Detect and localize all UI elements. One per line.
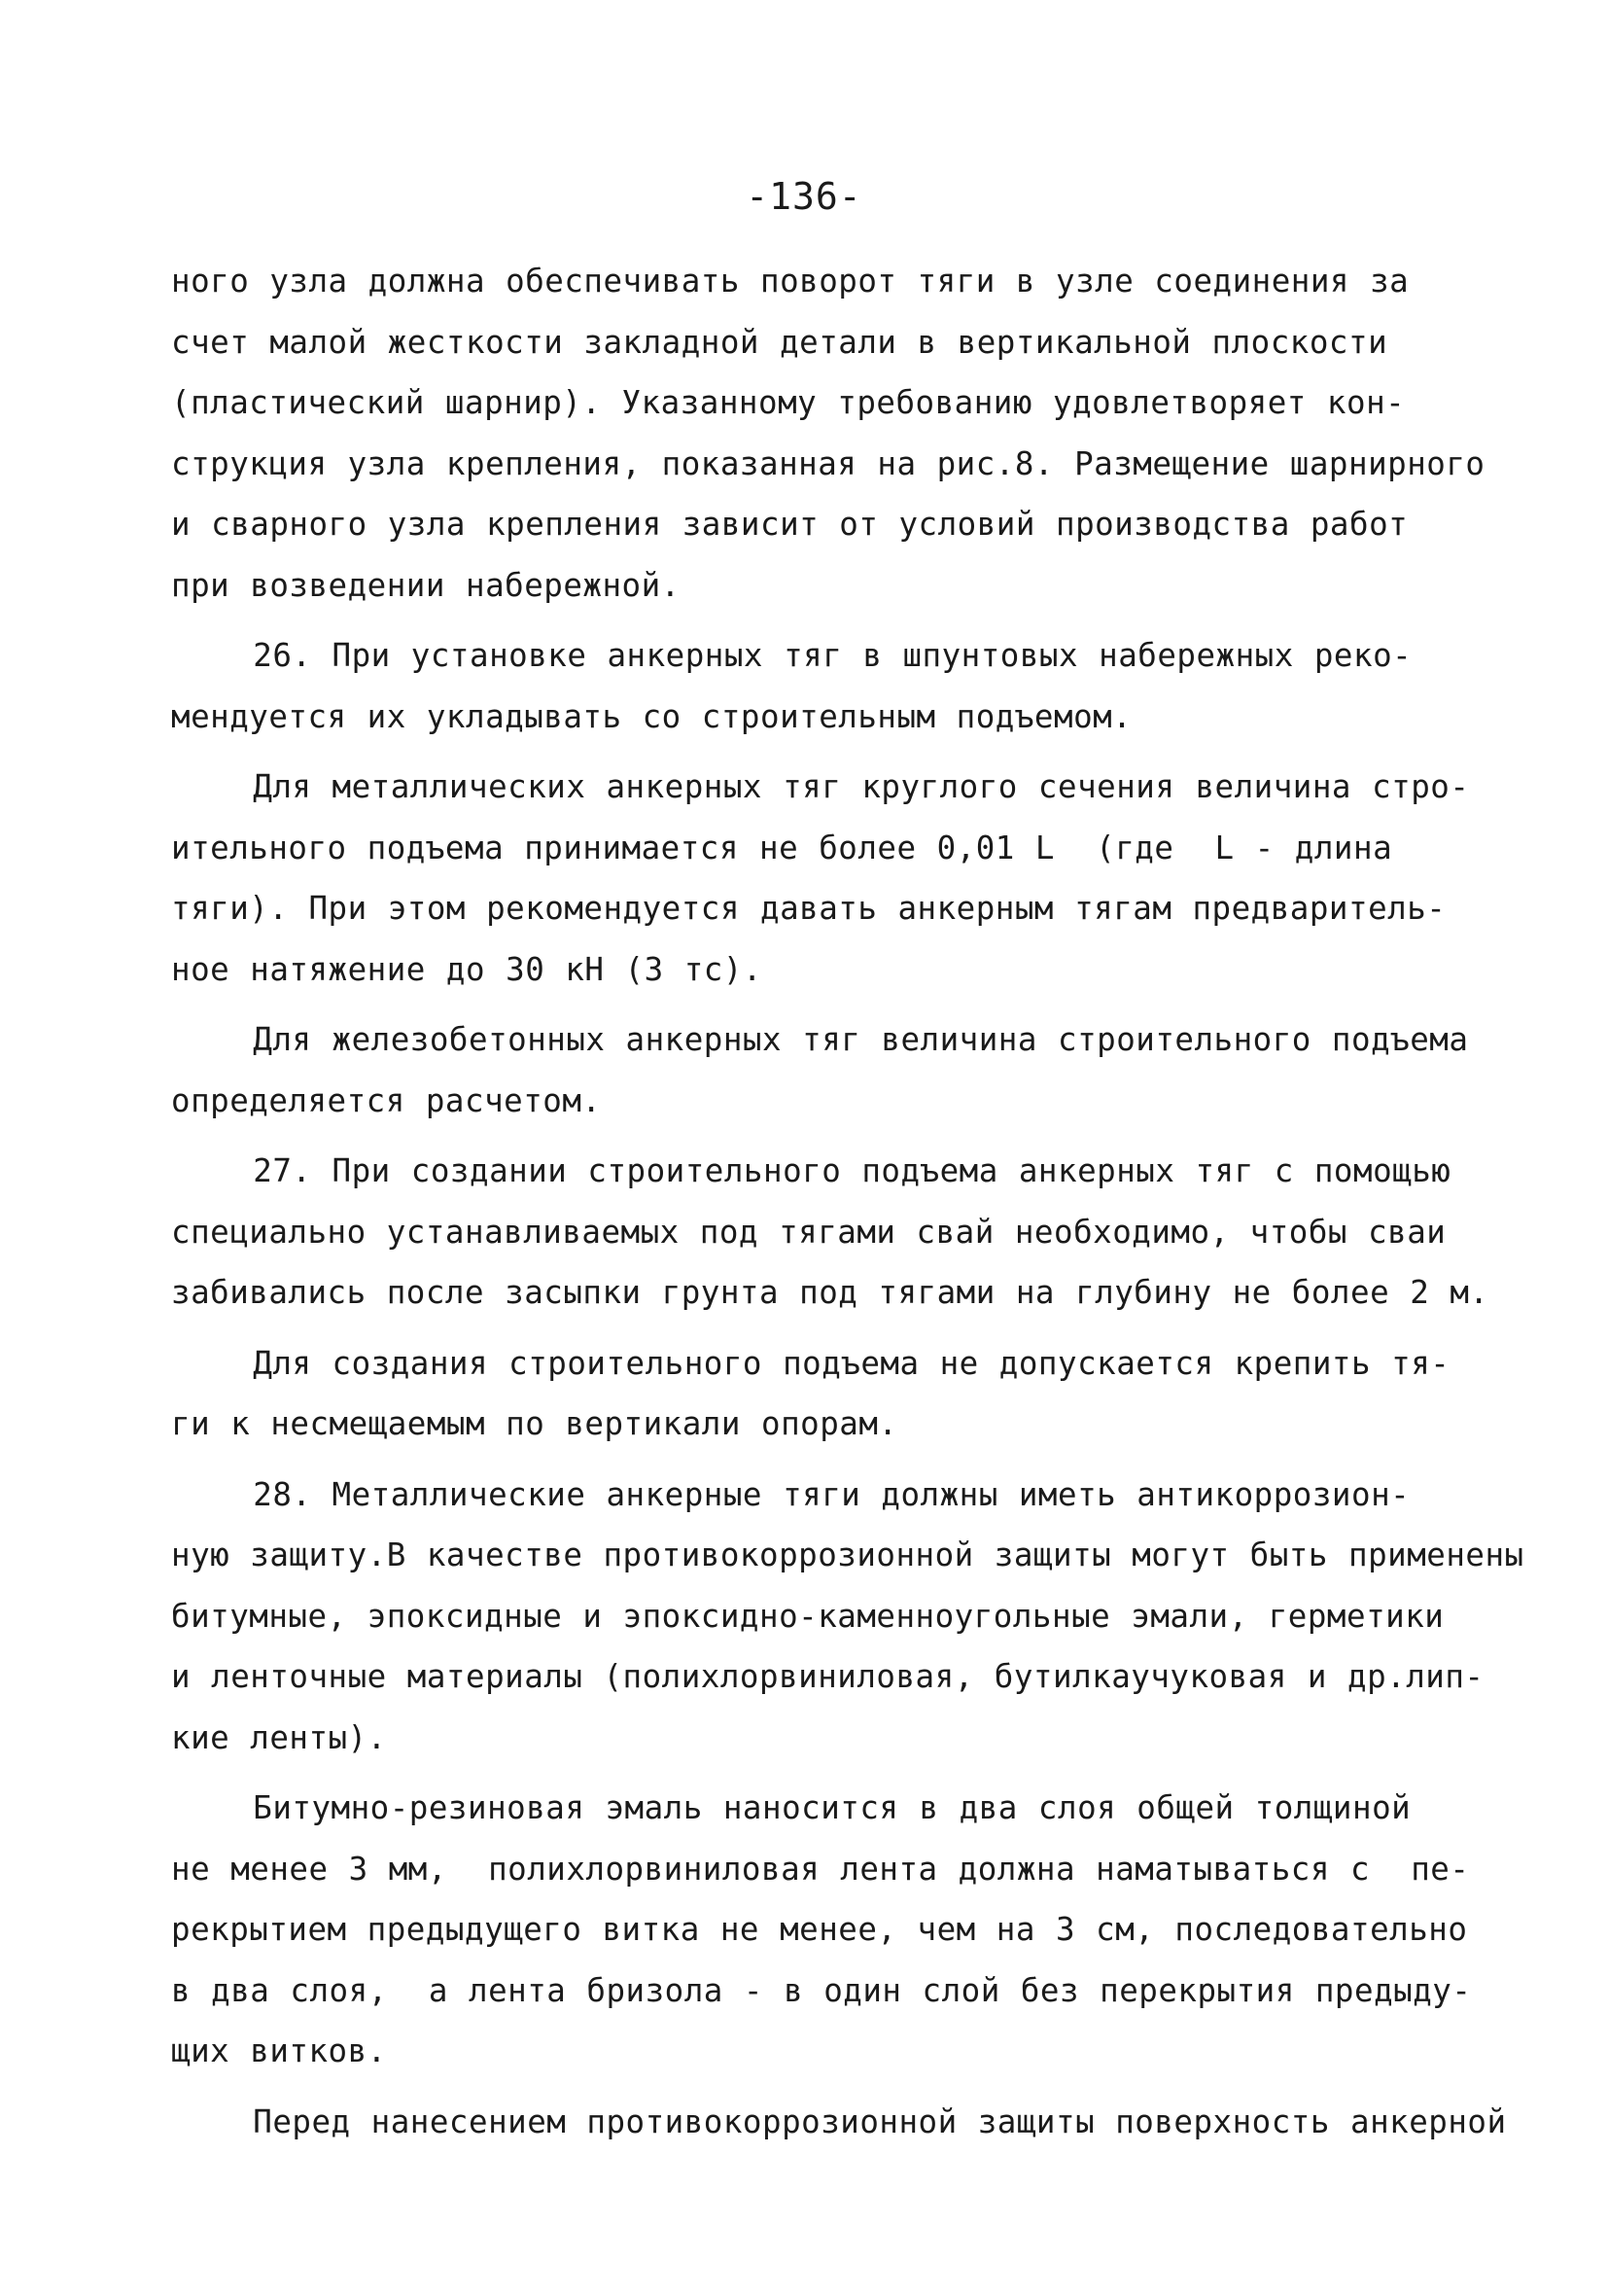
text-line: Для металлических анкерных тяг круглого сечения величина стро- — [171, 768, 1470, 805]
text-line: Для железобетонных анкерных тяг величина строительного подъема — [171, 1021, 1469, 1058]
text-line: тяги). При этом рекомендуется давать анкерным тягам предваритель- — [171, 890, 1447, 927]
text-line: кие ленты). — [171, 1718, 387, 1756]
text-line: ную защиту.В качестве противокоррозионной защиты могут быть применены — [171, 1537, 1524, 1573]
text-line: счет малой жесткости закладной детали в вертикальной плоскости — [171, 323, 1388, 361]
page-body — [171, 251, 1524, 2152]
page-number: -136- — [746, 175, 862, 218]
text-line: битумные, эпоксидные и эпоксидно-каменноугольные эмали, герметики — [171, 1597, 1445, 1635]
text-line: Перед нанесением противокоррозионной защиты поверхность анкерной — [171, 2102, 1507, 2140]
text-line: щих витков. — [171, 2032, 387, 2069]
text-line: рекрытием предыдущего витка не менее, чем на 3 см, последовательно — [171, 1911, 1468, 1948]
text-line: определяется расчетом. — [171, 1081, 602, 1119]
text-line: не менее 3 мм, полихлорвиниловая лента должна наматываться с пе- — [171, 1850, 1470, 1888]
text-line: в два слоя, а лента бризола - в один слой без перекрытия предыду- — [171, 1971, 1472, 2009]
text-line: при возведении набережной. — [171, 566, 681, 604]
text-line: забивались после засыпки грунта под тягами на глубину не более 2 м. — [171, 1274, 1489, 1311]
text-line: (пластический шарнир). Указанному требованию удовлетворяет кон- — [171, 384, 1406, 421]
text-line: специально устанавливаемых под тягами свай необходимо, чтобы сваи — [171, 1213, 1447, 1251]
text-line: и ленточные материалы (полихлорвиниловая, бутилкаучуковая и др.лип- — [171, 1658, 1485, 1695]
text-line: Для создания строительного подъема не допускается крепить тя- — [171, 1344, 1451, 1382]
text-line: Битумно-резиновая эмаль наносится в два слоя общей толщиной — [171, 1789, 1412, 1826]
text-line: 26. При установке анкерных тяг в шпунтовых набережных реко- — [171, 637, 1413, 674]
text-line: ное натяжение до 30 кН (3 тс). — [171, 950, 762, 988]
text-line: 27. При создании строительного подъема анкерных тяг с помощью — [171, 1152, 1451, 1189]
text-line: струкция узла крепления, показанная на рис.8. Размещение шарнирного — [171, 444, 1486, 482]
text-line: ги к несмещаемым по вертикали опорам. — [171, 1405, 898, 1442]
text-line: мендуется их укладывать со строительным подъемом. — [171, 697, 1133, 735]
text-line: и сварного узла крепления зависит от условий производства работ — [171, 506, 1409, 543]
text-line: ного узла должна обеспечивать поворот тяги в узле соединения за — [171, 263, 1410, 300]
text-line: ительного подъема принимается не более 0,01 L (где L - длина — [171, 829, 1393, 866]
text-line: 28. Металлические анкерные тяги должны иметь антикоррозион- — [171, 1475, 1411, 1513]
